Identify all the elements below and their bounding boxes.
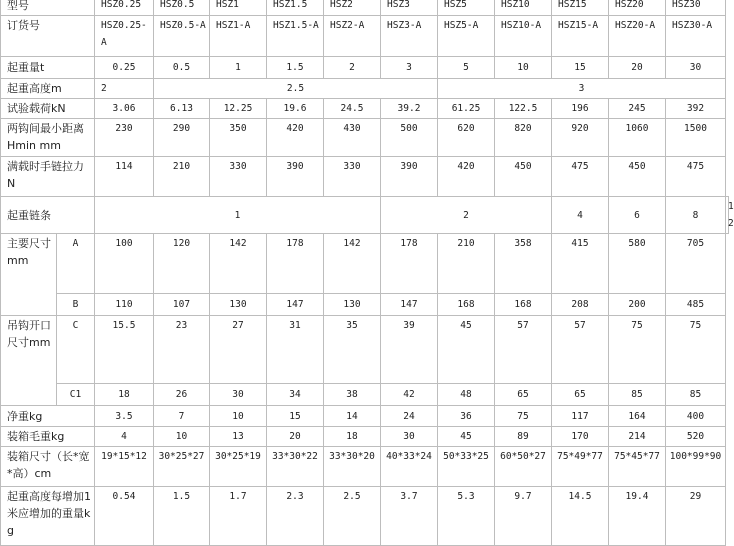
cell-order-no: HSZ1-A [210,16,267,57]
cell-chain-pull: 475 [552,157,609,197]
cell-dim-c1: 65 [552,384,609,406]
sub-label-c1: C1 [57,384,95,406]
row-net-weight [1,406,729,427]
row-package-size [1,447,729,487]
cell-test-load: 12.25 [210,99,267,119]
cell-net-weight: 164 [609,406,666,427]
cell-dim-c1: 18 [95,384,154,406]
row-label-net-weight: 净重kg [1,406,95,427]
cell-dim-c1: 30 [210,384,267,406]
cell-chain-pull: 390 [267,157,324,197]
cell-dim-c1: 65 [495,384,552,406]
cell-test-load: 6.13 [154,99,210,119]
row-lift-height [1,79,729,99]
cell-dim-a: 100 [95,234,154,294]
cell-gross-weight: 13 [210,427,267,447]
cell-order-no: HSZ20-A [609,16,666,57]
cell-rated-load: 20 [609,57,666,79]
cell-dim-a: 358 [495,234,552,294]
cell-model: HSZ1.5 [267,0,324,16]
cell-min-distance: 1500 [666,119,726,157]
cell-dim-c1: 38 [324,384,381,406]
cell-dim-c: 39 [381,316,438,384]
cell-chain-pull: 450 [495,157,552,197]
cell-chain-falls: 2 [381,197,552,234]
cell-package-size: 30*25*19 [210,447,267,487]
cell-min-distance: 620 [438,119,495,157]
cell-dim-c1: 42 [381,384,438,406]
cell-test-load: 122.5 [495,99,552,119]
row-dim-a [1,234,729,294]
cell-chain-falls: 12 [726,197,729,234]
cell-test-load: 196 [552,99,609,119]
cell-chain-pull: 450 [609,157,666,197]
cell-chain-pull: 330 [324,157,381,197]
cell-dim-b: 147 [267,294,324,316]
row-label-rated-load: 起重量t [1,57,95,79]
cell-extra-weight: 3.7 [381,487,438,546]
row-extra-weight [1,487,729,546]
row-gross-weight [1,427,729,447]
cell-dim-c: 35 [324,316,381,384]
cell-dim-b: 107 [154,294,210,316]
cell-dim-b: 485 [666,294,726,316]
sub-label-b: B [57,294,95,316]
cell-extra-weight: 2.5 [324,487,381,546]
row-label-gross-weight: 装箱毛重kg [1,427,95,447]
row-label-main-dims: 主要尺寸mm [1,234,57,316]
cell-dim-c: 23 [154,316,210,384]
cell-net-weight: 14 [324,406,381,427]
cell-rated-load: 1.5 [267,57,324,79]
cell-package-size: 75*49*77 [552,447,609,487]
cell-rated-load: 0.5 [154,57,210,79]
cell-chain-pull: 210 [154,157,210,197]
row-rated-load [1,57,729,79]
row-test-load [1,99,729,119]
cell-dim-c1: 34 [267,384,324,406]
cell-min-distance: 1060 [609,119,666,157]
cell-order-no: HSZ2-A [324,16,381,57]
cell-dim-b: 147 [381,294,438,316]
cell-net-weight: 117 [552,406,609,427]
cell-order-no: HSZ3-A [381,16,438,57]
cell-model: HSZ15 [552,0,609,16]
cell-test-load: 392 [666,99,726,119]
cell-model: HSZ30 [666,0,726,16]
cell-order-no: HSZ10-A [495,16,552,57]
cell-dim-c1: 85 [666,384,726,406]
sub-label-c: C [57,316,95,384]
cell-gross-weight: 89 [495,427,552,447]
row-chain-falls [1,197,729,234]
cell-dim-b: 168 [495,294,552,316]
cell-rated-load: 30 [666,57,726,79]
cell-package-size: 40*33*24 [381,447,438,487]
cell-rated-load: 5 [438,57,495,79]
cell-model: HSZ0.5 [154,0,210,16]
cell-package-size: 50*33*25 [438,447,495,487]
cell-model: HSZ2 [324,0,381,16]
cell-extra-weight: 5.3 [438,487,495,546]
cell-gross-weight: 170 [552,427,609,447]
cell-net-weight: 24 [381,406,438,427]
cell-dim-c1: 48 [438,384,495,406]
row-label-extra-weight: 起重高度每增加1米应增加的重量kg [1,487,95,546]
cell-package-size: 30*25*27 [154,447,210,487]
cell-gross-weight: 45 [438,427,495,447]
cell-dim-b: 130 [324,294,381,316]
cell-rated-load: 15 [552,57,609,79]
sub-label-a: A [57,234,95,294]
cell-min-distance: 420 [267,119,324,157]
cell-extra-weight: 1.7 [210,487,267,546]
cell-gross-weight: 214 [609,427,666,447]
row-label-model: 型号 [1,0,95,16]
cell-net-weight: 36 [438,406,495,427]
cell-extra-weight: 9.7 [495,487,552,546]
row-label-order-no: 订货号 [1,16,95,57]
cell-net-weight: 400 [666,406,726,427]
cell-order-no: HSZ0.25-A [95,16,154,57]
row-label-lift-height: 起重高度m [1,79,95,99]
cell-test-load: 61.25 [438,99,495,119]
cell-rated-load: 3 [381,57,438,79]
cell-package-size: 19*15*12 [95,447,154,487]
cell-dim-c: 75 [666,316,726,384]
cell-extra-weight: 1.5 [154,487,210,546]
row-label-chain-pull: 满载时手链拉力N [1,157,95,197]
cell-dim-c: 31 [267,316,324,384]
cell-dim-a: 142 [324,234,381,294]
cell-order-no: HSZ1.5-A [267,16,324,57]
cell-net-weight: 7 [154,406,210,427]
cell-test-load: 245 [609,99,666,119]
cell-dim-b: 168 [438,294,495,316]
cell-chain-pull: 330 [210,157,267,197]
cell-chain-pull: 114 [95,157,154,197]
cell-package-size: 100*99*90 [666,447,726,487]
cell-dim-b: 110 [95,294,154,316]
cell-rated-load: 10 [495,57,552,79]
cell-gross-weight: 30 [381,427,438,447]
cell-test-load: 24.5 [324,99,381,119]
cell-dim-b: 200 [609,294,666,316]
row-label-package-size: 装箱尺寸（长*宽*高）cm [1,447,95,487]
cell-dim-a: 142 [210,234,267,294]
row-order-no [1,16,729,57]
cell-model: HSZ10 [495,0,552,16]
cell-order-no: HSZ30-A [666,16,726,57]
cell-chain-falls: 1 [95,197,381,234]
cell-dim-a: 178 [267,234,324,294]
cell-chain-falls: 8 [666,197,726,234]
cell-package-size: 60*50*27 [495,447,552,487]
cell-test-load: 19.6 [267,99,324,119]
cell-order-no: HSZ5-A [438,16,495,57]
cell-dim-b: 208 [552,294,609,316]
cell-model: HSZ0.25 [95,0,154,16]
cell-dim-a: 415 [552,234,609,294]
row-dim-c1 [1,384,729,406]
cell-dim-a: 580 [609,234,666,294]
cell-gross-weight: 10 [154,427,210,447]
row-label-hook-opening: 吊钩开口尺寸mm [1,316,57,406]
row-dim-c [1,316,729,384]
cell-model: HSZ20 [609,0,666,16]
row-label-test-load: 试验载荷kN [1,99,95,119]
cell-gross-weight: 4 [95,427,154,447]
cell-dim-a: 120 [154,234,210,294]
cell-test-load: 39.2 [381,99,438,119]
cell-chain-falls: 4 [552,197,609,234]
cell-test-load: 3.06 [95,99,154,119]
cell-model: HSZ5 [438,0,495,16]
cell-chain-pull: 475 [666,157,726,197]
cell-chain-pull: 390 [381,157,438,197]
cell-dim-a: 705 [666,234,726,294]
cell-dim-c1: 26 [154,384,210,406]
cell-dim-c: 45 [438,316,495,384]
cell-package-size: 33*30*20 [324,447,381,487]
cell-min-distance: 920 [552,119,609,157]
cell-net-weight: 10 [210,406,267,427]
cell-dim-a: 178 [381,234,438,294]
cell-order-no: HSZ15-A [552,16,609,57]
cell-dim-c: 57 [552,316,609,384]
cell-dim-b: 130 [210,294,267,316]
row-chain-pull [1,157,729,197]
cell-chain-pull: 420 [438,157,495,197]
cell-dim-c: 75 [609,316,666,384]
cell-net-weight: 3.5 [95,406,154,427]
cell-chain-falls: 6 [609,197,666,234]
cell-package-size: 33*30*22 [267,447,324,487]
cell-min-distance: 350 [210,119,267,157]
cell-net-weight: 15 [267,406,324,427]
cell-gross-weight: 20 [267,427,324,447]
cell-min-distance: 290 [154,119,210,157]
row-min-distance [1,119,729,157]
cell-lift-height: 3 [438,79,726,99]
cell-lift-height: 2 [95,79,154,99]
cell-dim-c1: 85 [609,384,666,406]
cell-min-distance: 430 [324,119,381,157]
cell-dim-c: 15.5 [95,316,154,384]
cell-order-no: HSZ0.5-A [154,16,210,57]
cell-min-distance: 500 [381,119,438,157]
row-model [1,0,729,16]
row-dim-b [1,294,729,316]
cell-extra-weight: 0.54 [95,487,154,546]
cell-dim-a: 210 [438,234,495,294]
row-label-min-distance: 两钩间最小距离Hmin mm [1,119,95,157]
cell-gross-weight: 520 [666,427,726,447]
cell-net-weight: 75 [495,406,552,427]
cell-dim-c: 57 [495,316,552,384]
cell-rated-load: 2 [324,57,381,79]
row-label-chain-falls: 起重链条 [1,197,95,234]
cell-gross-weight: 18 [324,427,381,447]
cell-extra-weight: 2.3 [267,487,324,546]
cell-model: HSZ3 [381,0,438,16]
cell-model: HSZ1 [210,0,267,16]
cell-min-distance: 230 [95,119,154,157]
cell-extra-weight: 14.5 [552,487,609,546]
cell-dim-c: 27 [210,316,267,384]
cell-extra-weight: 19.4 [609,487,666,546]
cell-extra-weight: 29 [666,487,726,546]
cell-package-size: 75*45*77 [609,447,666,487]
cell-rated-load: 1 [210,57,267,79]
cell-min-distance: 820 [495,119,552,157]
cell-rated-load: 0.25 [95,57,154,79]
cell-lift-height: 2.5 [154,79,438,99]
